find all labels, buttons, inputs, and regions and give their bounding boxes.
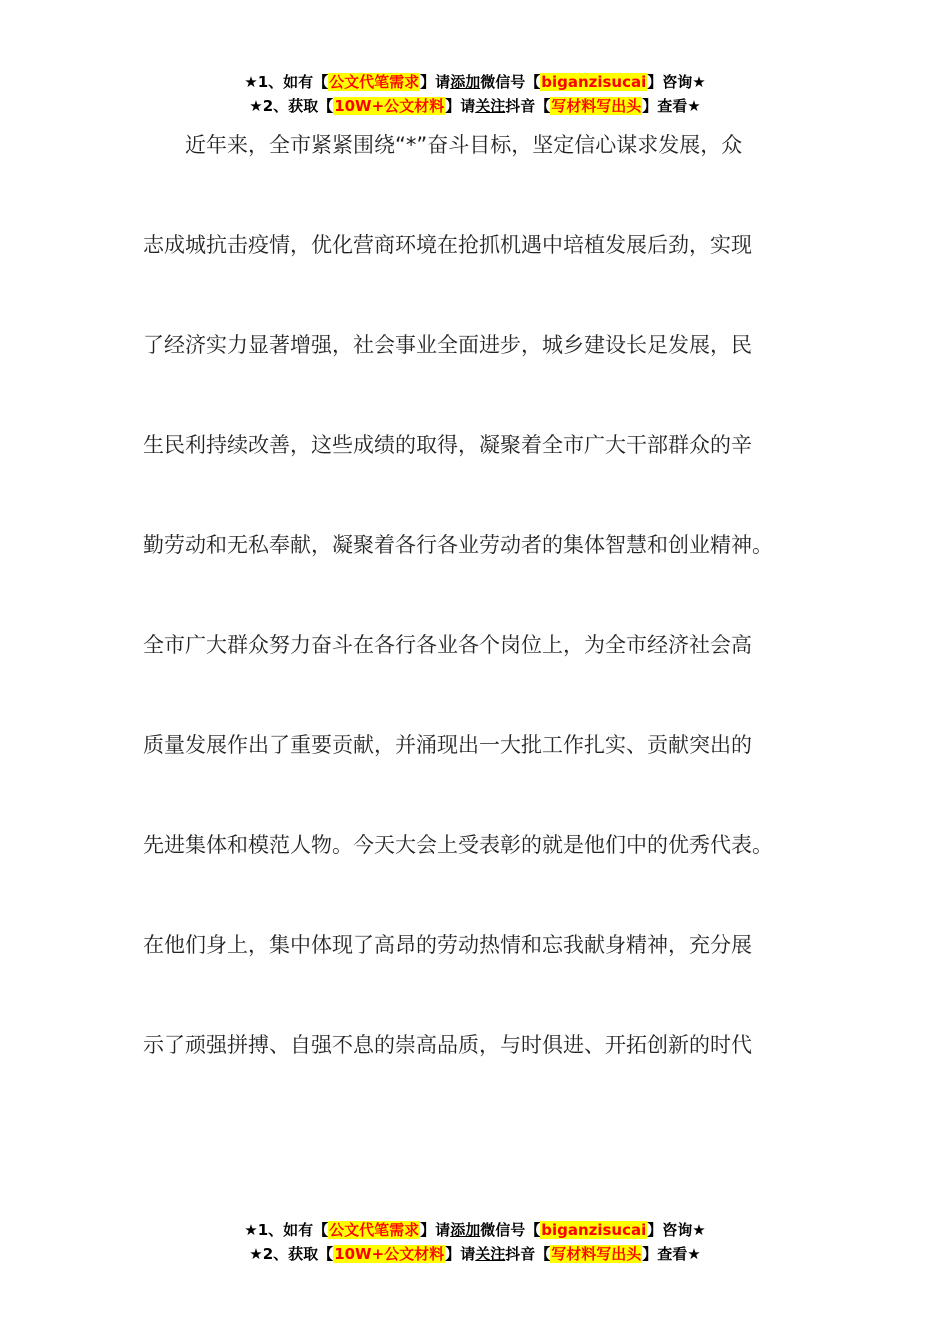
banner-text: 】请	[420, 73, 451, 91]
paragraph-line: 在他们身上，集中体现了高昂的劳动热情和忘我献身精神，充分展	[143, 933, 752, 957]
underlined-text: 关注	[475, 97, 506, 115]
highlight-text: biganzisucai	[541, 1221, 647, 1239]
banner-line-2	[0, 94, 950, 118]
banner-text: 抖音【	[505, 97, 551, 115]
banner-text: 】请	[445, 1245, 476, 1263]
underlined-text: 关注	[475, 1245, 506, 1263]
highlight-text: 公文代笔需求	[329, 1221, 420, 1239]
banner-text: 】查看★	[642, 1245, 701, 1263]
banner-text: ★2、获取【	[249, 97, 334, 115]
banner-text: 微信号【	[480, 73, 541, 91]
paragraph-line: 志成城抗击疫情，优化营商环境在抢抓机遇中培植发展后劲，实现	[143, 233, 752, 257]
banner-line-2	[0, 1242, 950, 1266]
document-body	[143, 122, 823, 1122]
paragraph-line: 了经济实力显著增强，社会事业全面进步，城乡建设长足发展，民	[143, 333, 752, 357]
banner-text: ★2、获取【	[249, 1245, 334, 1263]
highlight-text: 10W+公文材料	[334, 1245, 445, 1263]
highlight-text: biganzisucai	[541, 73, 647, 91]
highlight-text: 10W+公文材料	[334, 97, 445, 115]
footer-banner	[0, 1218, 950, 1266]
paragraph-line: 示了顽强拼搏、自强不息的崇高品质，与时俱进、开拓创新的时代	[143, 1033, 752, 1057]
underlined-text: 添加	[450, 1221, 481, 1239]
header-banner	[0, 70, 950, 118]
banner-text: 】请	[420, 1221, 451, 1239]
paragraph-line: 近年来，全市紧紧围绕“*”奋斗目标，坚定信心谋求发展，众	[143, 133, 743, 157]
highlight-text: 写材料写出头	[551, 97, 642, 115]
paragraph-line: 生民利持续改善，这些成绩的取得，凝聚着全市广大干部群众的辛	[143, 433, 752, 457]
paragraph-line: 先进集体和模范人物。今天大会上受表彰的就是他们中的优秀代表。	[143, 833, 773, 857]
banner-text: 】咨询★	[647, 73, 706, 91]
paragraph-line: 勤劳动和无私奉献，凝聚着各行各业劳动者的集体智慧和创业精神。	[143, 533, 773, 557]
banner-text: ★1、如有【	[244, 73, 329, 91]
highlight-text: 写材料写出头	[551, 1245, 642, 1263]
paragraph-line: 质量发展作出了重要贡献，并涌现出一大批工作扎实、贡献突出的	[143, 733, 752, 757]
banner-line-1	[0, 70, 950, 94]
banner-text: 】请	[445, 97, 476, 115]
banner-text: 】咨询★	[647, 1221, 706, 1239]
banner-text: 】查看★	[642, 97, 701, 115]
banner-text: 抖音【	[505, 1245, 551, 1263]
highlight-text: 公文代笔需求	[329, 73, 420, 91]
underlined-text: 添加	[450, 73, 481, 91]
banner-text: 微信号【	[480, 1221, 541, 1239]
banner-line-1	[0, 1218, 950, 1242]
banner-text: ★1、如有【	[244, 1221, 329, 1239]
paragraph-line: 全市广大群众努力奋斗在各行各业各个岗位上，为全市经济社会高	[143, 633, 752, 657]
